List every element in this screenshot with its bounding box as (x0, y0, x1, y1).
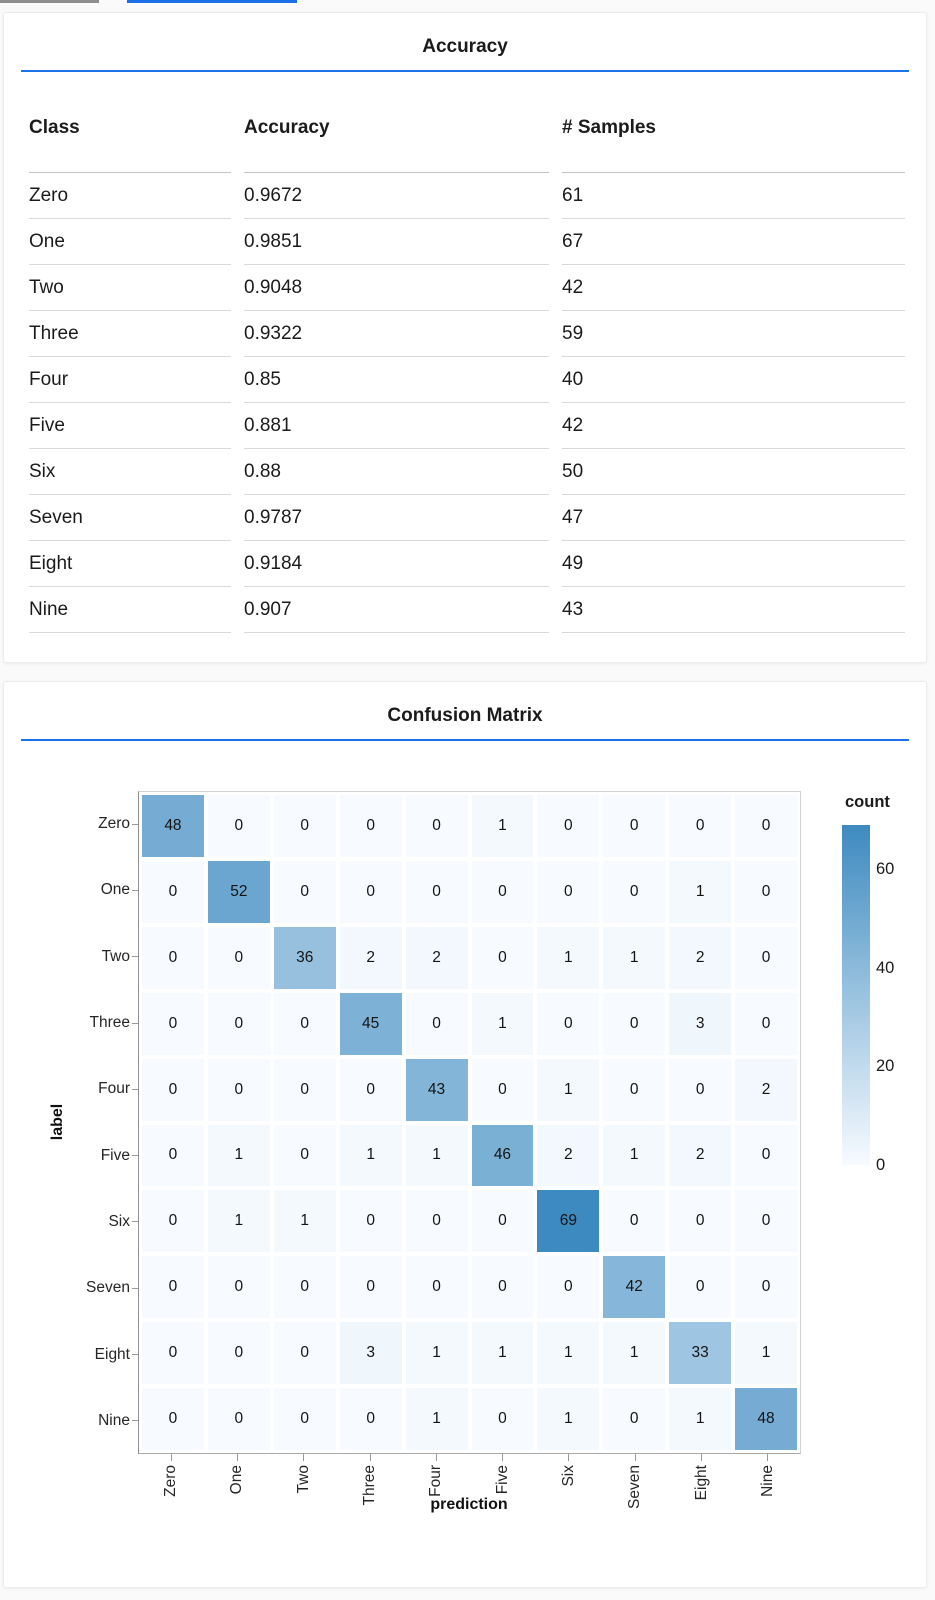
y-axis-tick (132, 1420, 138, 1421)
matrix-cell: 0 (603, 1059, 665, 1121)
matrix-cell: 0 (274, 993, 336, 1055)
cell-class: Eight (29, 541, 231, 587)
y-axis-label: One (100, 881, 130, 899)
cell-accuracy: 0.9322 (244, 311, 549, 357)
matrix-cell: 36 (274, 927, 336, 989)
matrix-cell: 1 (472, 795, 534, 857)
x-axis-label: Nine (758, 1465, 776, 1497)
matrix-cell: 0 (537, 1256, 599, 1318)
matrix-cell: 1 (274, 1190, 336, 1252)
matrix-cell: 1 (735, 1322, 797, 1384)
x-axis-tick (237, 1454, 238, 1461)
legend-tick-label: 20 (876, 1057, 895, 1076)
y-axis-tick (132, 1155, 138, 1156)
cell-accuracy: 0.881 (244, 403, 549, 449)
matrix-cell: 0 (472, 927, 534, 989)
matrix-cell: 0 (472, 1388, 534, 1450)
table-row (29, 587, 905, 633)
active-tab-indicator[interactable] (127, 0, 297, 3)
matrix-cell: 45 (340, 993, 402, 1055)
matrix-cell: 2 (340, 927, 402, 989)
matrix-cell: 0 (274, 1059, 336, 1121)
matrix-cell: 0 (472, 1256, 534, 1318)
matrix-cell: 0 (340, 795, 402, 857)
matrix-cell: 0 (472, 1059, 534, 1121)
cell-accuracy: 0.85 (244, 357, 549, 403)
x-axis-label: Seven (626, 1465, 644, 1509)
matrix-cell: 0 (142, 1059, 204, 1121)
cell-samples: 49 (562, 541, 905, 587)
x-axis-tick (436, 1454, 437, 1461)
matrix-cell: 1 (406, 1125, 468, 1187)
matrix-cell: 0 (340, 1190, 402, 1252)
cell-samples: 67 (562, 219, 905, 265)
matrix-cell: 0 (274, 1388, 336, 1450)
x-axis-tick (370, 1454, 371, 1461)
matrix-cell: 0 (735, 993, 797, 1055)
y-axis-tick (132, 1023, 138, 1024)
matrix-cell: 3 (340, 1322, 402, 1384)
matrix-cell: 1 (669, 861, 731, 923)
cell-accuracy: 0.9184 (244, 541, 549, 587)
matrix-cell: 0 (537, 861, 599, 923)
table-row (29, 495, 905, 541)
accuracy-card (3, 12, 927, 663)
matrix-cell: 1 (472, 1322, 534, 1384)
cell-class: One (29, 219, 231, 265)
matrix-cell: 43 (406, 1059, 468, 1121)
matrix-cell: 0 (340, 1059, 402, 1121)
matrix-cell: 0 (537, 993, 599, 1055)
matrix-cell: 0 (406, 795, 468, 857)
matrix-cell: 48 (142, 795, 204, 857)
x-axis-tick (171, 1454, 172, 1461)
matrix-cell: 0 (208, 1256, 270, 1318)
cell-accuracy: 0.9672 (244, 173, 549, 219)
x-axis-label: Five (493, 1465, 511, 1495)
matrix-cell: 0 (669, 1256, 731, 1318)
legend-title: count (845, 793, 890, 811)
matrix-cell: 0 (274, 1256, 336, 1318)
matrix-cell: 0 (340, 861, 402, 923)
x-axis-tick (568, 1454, 569, 1461)
y-axis-label: Zero (98, 815, 130, 833)
y-axis-label: Seven (86, 1279, 130, 1297)
matrix-cell: 0 (208, 1059, 270, 1121)
matrix-cell: 0 (472, 861, 534, 923)
matrix-cell: 2 (735, 1059, 797, 1121)
matrix-cell: 1 (406, 1322, 468, 1384)
matrix-cell: 2 (669, 1125, 731, 1187)
cell-accuracy: 0.9851 (244, 219, 549, 265)
y-axis-tick (132, 956, 138, 957)
matrix-cell: 1 (472, 993, 534, 1055)
cell-accuracy: 0.88 (244, 449, 549, 495)
y-axis-label: Nine (98, 1411, 130, 1429)
matrix-cell: 42 (603, 1256, 665, 1318)
cell-class: Six (29, 449, 231, 495)
x-axis-label: Four (427, 1465, 445, 1497)
cell-samples: 40 (562, 357, 905, 403)
cell-samples: 42 (562, 265, 905, 311)
legend-gradient-bar (842, 825, 870, 1165)
matrix-cell: 0 (735, 1125, 797, 1187)
matrix-cell: 0 (208, 795, 270, 857)
cell-class: Five (29, 403, 231, 449)
matrix-cell: 46 (472, 1125, 534, 1187)
matrix-cell: 0 (142, 1125, 204, 1187)
matrix-cell: 2 (406, 927, 468, 989)
matrix-cell: 0 (735, 927, 797, 989)
confusion-matrix-card (3, 681, 927, 1588)
table-row (29, 311, 905, 357)
y-axis-label: Five (100, 1146, 130, 1164)
y-axis-tick (132, 1221, 138, 1222)
cell-class: Seven (29, 495, 231, 541)
cell-accuracy: 0.907 (244, 587, 549, 633)
matrix-cell: 0 (340, 1256, 402, 1318)
matrix-cell: 1 (537, 1388, 599, 1450)
legend-tick-label: 60 (876, 860, 895, 879)
x-axis-tick (767, 1454, 768, 1461)
x-axis-label: One (228, 1465, 246, 1495)
matrix-cell: 0 (142, 1190, 204, 1252)
y-axis-title: label (49, 1103, 66, 1141)
matrix-cell: 0 (340, 1388, 402, 1450)
matrix-cell: 0 (669, 1190, 731, 1252)
confusion-matrix-chart (4, 779, 928, 1589)
cell-class: Zero (29, 173, 231, 219)
matrix-cell: 0 (406, 1190, 468, 1252)
matrix-cell: 3 (669, 993, 731, 1055)
inactive-tab-indicator[interactable] (0, 0, 99, 3)
y-axis-tick (132, 1089, 138, 1090)
table-row (29, 357, 905, 403)
x-axis-label: Eight (692, 1465, 710, 1501)
column-header-accuracy: Accuracy (244, 72, 549, 173)
cell-accuracy: 0.9787 (244, 495, 549, 541)
table-row (29, 541, 905, 587)
cell-samples: 47 (562, 495, 905, 541)
table-row (29, 219, 905, 265)
x-axis-title: prediction (430, 1496, 508, 1513)
cell-samples: 61 (562, 173, 905, 219)
matrix-cell: 52 (208, 861, 270, 923)
x-axis-label: Two (294, 1465, 312, 1494)
y-axis-tick (132, 824, 138, 825)
matrix-cell: 0 (274, 1125, 336, 1187)
matrix-cell: 0 (208, 927, 270, 989)
matrix-cell: 48 (735, 1388, 797, 1450)
cell-samples: 43 (562, 587, 905, 633)
cell-accuracy: 0.9048 (244, 265, 549, 311)
cell-class: Three (29, 311, 231, 357)
x-axis-label: Six (559, 1465, 577, 1487)
x-axis-label: Zero (162, 1465, 180, 1497)
matrix-cell: 1 (603, 1125, 665, 1187)
matrix-cell: 0 (142, 1322, 204, 1384)
matrix-cell: 0 (208, 1388, 270, 1450)
matrix-cell: 0 (603, 1190, 665, 1252)
matrix-cell: 0 (208, 993, 270, 1055)
matrix-cell: 0 (735, 861, 797, 923)
matrix-cell: 2 (537, 1125, 599, 1187)
matrix-cell: 1 (603, 927, 665, 989)
cell-class: Two (29, 265, 231, 311)
confusion-matrix-title: Confusion Matrix (387, 705, 543, 726)
legend-tick-label: 40 (876, 958, 895, 977)
matrix-cell: 1 (537, 927, 599, 989)
cell-class: Nine (29, 587, 231, 633)
y-axis-tick (132, 1288, 138, 1289)
matrix-cell: 0 (142, 1256, 204, 1318)
matrix-cell: 1 (537, 1059, 599, 1121)
matrix-cell: 0 (274, 795, 336, 857)
matrix-cell: 0 (472, 1190, 534, 1252)
matrix-cell: 1 (406, 1388, 468, 1450)
y-axis-label: Six (108, 1212, 130, 1230)
matrix-cell: 0 (208, 1322, 270, 1384)
cell-class: Four (29, 357, 231, 403)
y-axis-label: Two (101, 947, 130, 965)
heatmap-grid (138, 791, 801, 1454)
x-axis-tick (502, 1454, 503, 1461)
matrix-cell: 0 (603, 795, 665, 857)
matrix-cell: 0 (669, 795, 731, 857)
matrix-cell: 2 (669, 927, 731, 989)
matrix-cell: 0 (406, 1256, 468, 1318)
matrix-cell: 0 (406, 993, 468, 1055)
y-axis-label: Four (98, 1080, 130, 1098)
table-row (29, 449, 905, 495)
matrix-cell: 0 (142, 927, 204, 989)
y-axis-tick (132, 1354, 138, 1355)
y-axis-label: Eight (94, 1345, 130, 1363)
matrix-cell: 33 (669, 1322, 731, 1384)
legend-tick-label: 0 (876, 1156, 886, 1174)
matrix-cell: 0 (142, 861, 204, 923)
cell-samples: 50 (562, 449, 905, 495)
column-header-samples: # Samples (562, 72, 905, 173)
matrix-cell: 0 (669, 1059, 731, 1121)
matrix-cell: 1 (340, 1125, 402, 1187)
x-axis-tick (635, 1454, 636, 1461)
y-axis-tick (132, 890, 138, 891)
matrix-cell: 0 (735, 795, 797, 857)
matrix-cell: 0 (142, 993, 204, 1055)
matrix-cell: 1 (603, 1322, 665, 1384)
accuracy-table-body (29, 173, 905, 633)
matrix-cell: 0 (603, 993, 665, 1055)
matrix-cell: 0 (142, 1388, 204, 1450)
matrix-cell: 0 (603, 861, 665, 923)
accuracy-card-title: Accuracy (422, 36, 508, 57)
matrix-cell: 1 (208, 1125, 270, 1187)
table-row (29, 403, 905, 449)
accuracy-table (16, 72, 918, 633)
matrix-cell: 0 (735, 1256, 797, 1318)
x-axis-tick (701, 1454, 702, 1461)
matrix-cell: 1 (669, 1388, 731, 1450)
cell-samples: 42 (562, 403, 905, 449)
x-axis-label: Three (361, 1465, 379, 1506)
matrix-cell: 0 (406, 861, 468, 923)
x-axis-tick (303, 1454, 304, 1461)
matrix-cell: 1 (537, 1322, 599, 1384)
matrix-cell: 0 (603, 1388, 665, 1450)
y-axis-label: Three (89, 1014, 130, 1032)
matrix-cell: 1 (208, 1190, 270, 1252)
table-row (29, 173, 905, 219)
column-header-class: Class (29, 72, 231, 173)
accuracy-table-header-row (29, 72, 905, 173)
cell-samples: 59 (562, 311, 905, 357)
matrix-cell: 0 (274, 1322, 336, 1384)
confusion-title-rule (21, 739, 909, 741)
matrix-cell: 69 (537, 1190, 599, 1252)
table-row (29, 265, 905, 311)
matrix-cell: 0 (735, 1190, 797, 1252)
matrix-cell: 0 (537, 795, 599, 857)
matrix-cell: 0 (274, 861, 336, 923)
